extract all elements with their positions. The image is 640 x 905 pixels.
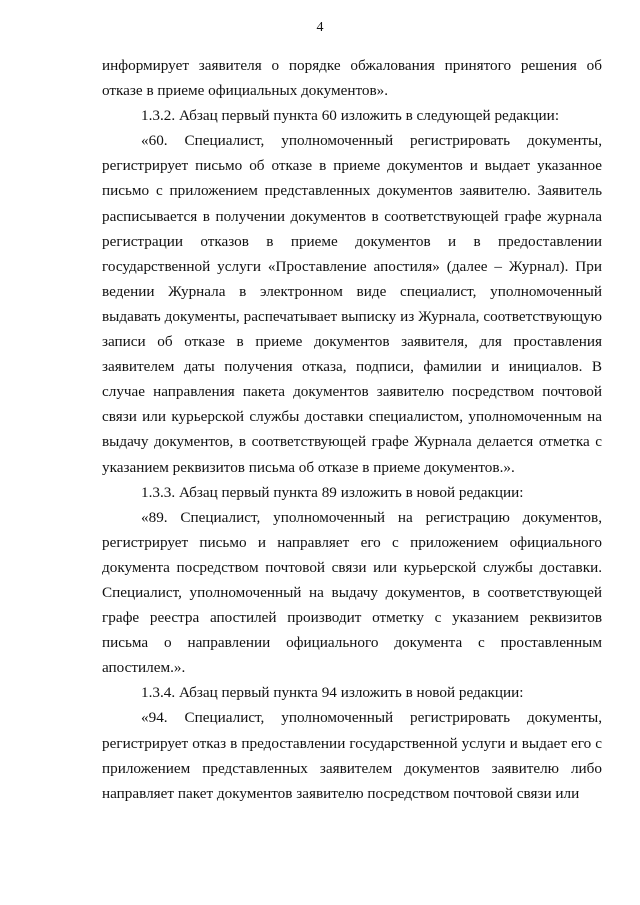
paragraph-item-1-3-4: 1.3.4. Абзац первый пункта 94 изложить в новой редакции: bbox=[141, 684, 524, 702]
paragraph-point-89: «89. Специалист, уполномоченный на регистрацию документов, регистрирует письмо и направляет его с приложением официального документа посредством почтовой связи или курьерской службы доставки. Специалист, уполномоченный на выдачу документов, в соответствующей графе реестра апостилей производит отметку с указанием реквизитов письма о направлении официального документа с проставленным апостилем.». bbox=[102, 508, 602, 677]
paragraph-item-1-3-2: 1.3.2. Абзац первый пункта 60 изложить в следующей редакции: bbox=[141, 107, 560, 125]
paragraph-point-94: «94. Специалист, уполномоченный регистрировать документы, регистрирует отказ в предоставлении государственной услуги и выдает его с приложением представленных заявителем документов заявителю либо направляет пакет документов заявителю посредством почтовой связи или bbox=[102, 709, 602, 802]
document-body bbox=[102, 53, 602, 806]
page-number: 4 bbox=[316, 20, 324, 35]
paragraph-point-60: «60. Специалист, уполномоченный регистрировать документы, регистрирует письмо об отказе в приеме документов и выдает указанное письмо с приложением представленных документов заявителю. Заявитель расписывается в получении документов в соответствующей графе журнала регистрации отказов в приеме документов и в предоставлении государственной услуги «Проставление апостиля» (далее – Журнал). При ведении Журнала в электронном виде специалист, уполномоченный выдавать документы, распечатывает выписку из Журнала, соответствующую записи об отказе в приеме документов заявителя, для проставления заявителем даты получения отказа, подписи, фамилии и инициалов. В случае направления пакета документов заявителю посредством почтовой связи или курьерской службы доставки специалистом, уполномоченным на выдачу документов, в соответствующей графе Журнала делается отметка с указанием реквизитов письма об отказе в приеме документов.». bbox=[102, 132, 602, 476]
paragraph-continuation: информирует заявителя о порядке обжалования принятого решения об отказе в приеме официальных документов». bbox=[102, 57, 602, 100]
paragraph-item-1-3-3: 1.3.3. Абзац первый пункта 89 изложить в новой редакции: bbox=[141, 483, 524, 501]
